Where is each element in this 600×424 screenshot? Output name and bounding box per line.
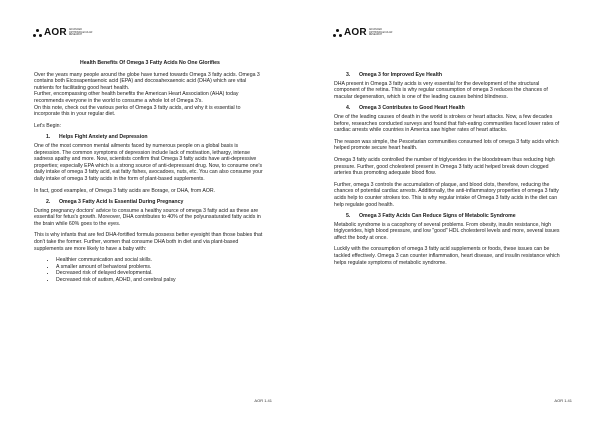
- section-5-body-2: Luckily with the consumption of omega 3 fatty acid supplements or foods, these issues can be tackled effectively. Omega 3 can counter inflammation, heart disease, and insulin resistance which helps regulate symptoms of metabolic syndrome.: [334, 246, 560, 266]
- right-page-content: [334, 68, 566, 271]
- section-number-5: 5.: [346, 213, 351, 220]
- section-heading-5-text: Omega 3 Fatty Acids Can Reduce Signs of Metabolic Syndrome: [359, 213, 516, 220]
- section-heading-1-text: Helps Fight Anxiety and Depression: [59, 134, 148, 141]
- logo-mark-icon: [33, 29, 42, 38]
- document-page-right: [300, 0, 600, 424]
- logo-mark-icon: [333, 29, 342, 38]
- section-heading-2: [34, 199, 266, 206]
- list-item: • Decreased risk of delayed developmental.: [56, 270, 266, 277]
- section-heading-4: [334, 105, 566, 112]
- section-2-body: During pregnancy doctors' advice to consume a healthy source of omega 3 fatty acid as these are essential for fetus's growth. Moreover, DHA contributes to 40% of the polyunsaturated fatty acids in the brain while 60% goes to the eyes.: [34, 207, 261, 227]
- list-item: • Healthier communication and social skills.: [56, 257, 266, 264]
- section-heading-3-text: Omega 3 for Improved Eye Health: [359, 72, 443, 78]
- section-heading-4-text: Omega 3 Contributes to Good Heart Health: [359, 105, 465, 112]
- section-number-2: 2.: [46, 199, 51, 206]
- section-4-body: One of the leading causes of death in the world is strokes or heart attacks. Now, a few decades before, researches conducted surveys and found that fish-eating communities faced lower rates of cardiac arrests while countries in America saw higher rates of heart attacks.: [334, 113, 560, 134]
- logo-subtitle: ADVANCED ORTHOMOLECULAR RESEARCH: [368, 28, 393, 37]
- section-4-body-2: The reason was simple, the Pescetarian communities consumed lots of omega 3 fatty acids which helped promote secure heart health.: [334, 138, 559, 152]
- left-page-content: [34, 60, 266, 288]
- aor-logo: [33, 28, 95, 38]
- section-number-1: 1.: [46, 134, 51, 141]
- section-heading-3: [334, 72, 566, 79]
- intro-paragraph-2: Further, encompassing other health benefits the American Heart Association (AHA) today recommends everyone in the world to consume a whole lot of Omega 3's.: [34, 91, 239, 104]
- section-heading-1: [34, 134, 266, 141]
- section-5-body: Metabolic syndrome is a cacophony of several problems. From obesity, insulin resistance, high triglycerides, high blood pressure, and low "good" HDL cholesterol levels and more, several issues affect the body at once.: [334, 221, 560, 241]
- section-number-3: 3.: [346, 72, 351, 78]
- aor-logo: [333, 28, 395, 38]
- section-heading-2-text: Omega 3 Fatty Acid Is Essential During Pregnancy: [59, 199, 184, 206]
- section-4-body-4: Further, omega 3 controls the accumulation of plaque, and blood clots, therefore, reducing the chances of potential cardiac arrests. Additionally, the anti-inflammatory properties of omega 3 fatty acids help to counter strokes too. This is why regular intake of Omega 3 fatty acids in the diet can help regulate good health.: [334, 181, 559, 208]
- section-heading-5: [334, 213, 566, 220]
- benefits-list: [34, 257, 266, 283]
- logo-text: AOR: [44, 27, 67, 38]
- page-footer-right: AOR 1.41: [554, 398, 572, 403]
- lets-begin-label: Let's Begin:: [34, 122, 61, 129]
- section-3-body: DHA present in Omega 3 fatty acids is very essential for the development of the structural component of the retina. This is why regular consumption of omega 3 reduces the chances of macular degeneration, which is one of the leading causes behind blindness.: [334, 80, 548, 100]
- logo-text: AOR: [344, 27, 367, 38]
- list-item: • A smaller amount of behavioral problems.: [56, 264, 266, 271]
- logo-subtitle: ADVANCED ORTHOMOLECULAR RESEARCH: [68, 28, 93, 37]
- list-item: • Decreased risk of autism, ADHD, and cerebral palsy: [56, 277, 266, 284]
- section-1-body-2: In fact, good examples, of Omega 3 fatty acids are Borage, or DHA, from AOR.: [34, 187, 216, 194]
- article-title: Health Benefits Of Omega 3 Fatty Acids No One Glorifies: [80, 60, 220, 66]
- intro-paragraph-3: On this note, check out the various perks of Omega 3 fatty acids, and why it is essential to incorporate this in your regular diet.: [34, 104, 241, 118]
- page-footer-left: AOR 1.41: [254, 398, 272, 403]
- section-number-4: 4.: [346, 105, 351, 112]
- section-2-body-2: This is why infants that are fed DHA-fortified formula possess better eyesight than those babies that don't take the former. Further, women that consume DHA both in diet and via plant-based supplements are more likely to have a baby with:: [34, 232, 263, 252]
- intro-paragraph-1: Over the years many people around the globe have turned towards Omega 3 fatty acids. Omega 3 contains both Eicosapentaenoic acid (EPA) and docosahexaenoic acid (DHA) which are vital nutrients for facilitating good heart health.: [34, 71, 260, 91]
- section-1-body: One of the most common mental ailments faced by numerous people on a global basis is depression. The common symptoms of depression include lack of motivation, lethargy, intense sadness apathy and more. Now, scientists confirm that Omega 3 fatty acids have anti-depressive properties; especially EPA which is a strong source of anti-depressant drug. Now, to consume one's daily intake of omega 3 fatty acid, eat fatty fishes, avocadoes, nuts, etc. You can also consume your daily intake of omega 3 fatty acids in the form of plant-based supplements.: [34, 142, 263, 182]
- section-4-body-3: Omega 3 fatty acids controlled the number of triglycerides in the bloodstream thus reducing high pressure. Further, good cholesterol present in Omega 3 fatty acid helped break down clogged arteries thus promoting adequate blood flow.: [334, 156, 555, 177]
